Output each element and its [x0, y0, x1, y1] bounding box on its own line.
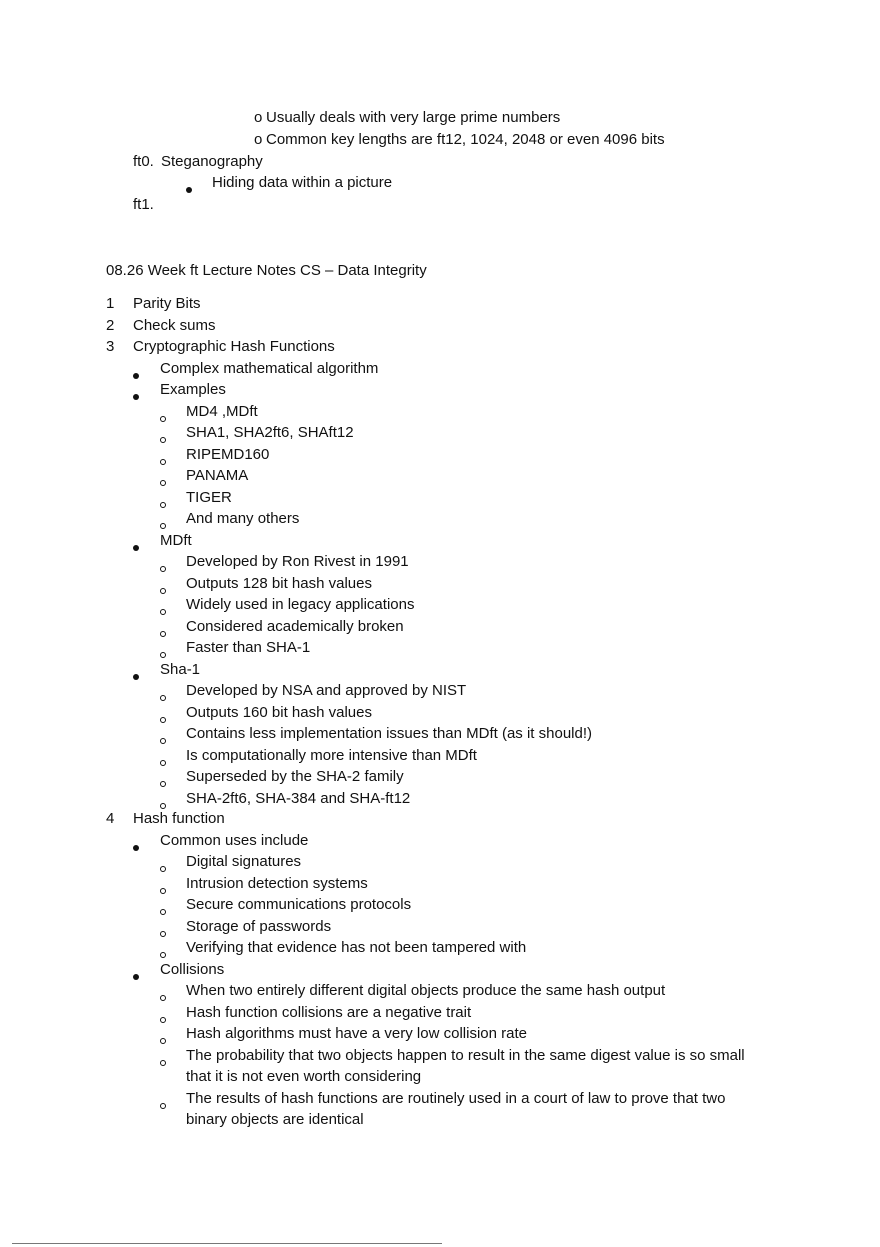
circle-bullet-icon: [160, 988, 166, 1006]
list-item: Widely used in legacy applications: [186, 596, 415, 613]
list-item: Hiding data within a picture: [212, 174, 393, 191]
list-item: Common uses include: [160, 832, 309, 849]
list-item: RIPEMD160: [186, 446, 270, 463]
list-number: ft0.: [133, 153, 154, 170]
circle-bullet-icon: [160, 731, 166, 749]
circle-bullet-icon: [160, 409, 166, 427]
circle-bullet-icon: [160, 774, 166, 792]
bullet-icon: [186, 180, 192, 198]
list-number: ft1.: [133, 196, 154, 213]
footer-divider: [12, 1243, 442, 1244]
list-item: Developed by Ron Rivest in 1991: [186, 553, 409, 570]
list-item: Sha-1: [160, 661, 201, 678]
circle-bullet-icon: [160, 753, 166, 771]
circle-bullet-icon: [160, 1096, 166, 1114]
list-item: MDft: [160, 532, 192, 549]
circle-bullet-icon: [160, 495, 166, 513]
section-number: 4: [106, 810, 115, 827]
list-item-continuation: binary objects are identical: [186, 1111, 364, 1128]
list-item: Usually deals with very large prime numbers: [266, 109, 561, 126]
circle-bullet-icon: [160, 1010, 166, 1028]
page-heading: 08.26 Week ft Lecture Notes CS – Data Integrity: [106, 262, 427, 279]
list-item: Digital signatures: [186, 853, 302, 870]
list-item: When two entirely different digital objects produce the same hash output: [186, 982, 666, 999]
list-item: And many others: [186, 510, 300, 527]
section-number: 2: [106, 317, 115, 334]
list-item: The results of hash functions are routinely used in a court of law to prove that two: [186, 1090, 726, 1107]
bullet-icon: [133, 967, 139, 985]
list-item: Steganography: [161, 153, 263, 170]
circle-bullet-icon: [160, 452, 166, 470]
section-number: 1: [106, 295, 115, 312]
circle-bullet-icon: [160, 559, 166, 577]
section-number: 3: [106, 338, 115, 355]
bullet-icon: [133, 538, 139, 556]
list-item: Considered academically broken: [186, 618, 404, 635]
bullet-icon: [133, 387, 139, 405]
list-item: Examples: [160, 381, 226, 398]
list-item: PANAMA: [186, 467, 249, 484]
sub-marker: o: [254, 131, 263, 148]
list-item: SHA1, SHA2ft6, SHAft12: [186, 424, 354, 441]
list-item: Intrusion detection systems: [186, 875, 368, 892]
section-title: Check sums: [133, 317, 216, 334]
list-item: Outputs 128 bit hash values: [186, 575, 372, 592]
list-item: TIGER: [186, 489, 232, 506]
list-item: Outputs 160 bit hash values: [186, 704, 372, 721]
circle-bullet-icon: [160, 624, 166, 642]
circle-bullet-icon: [160, 430, 166, 448]
list-item: Complex mathematical algorithm: [160, 360, 379, 377]
section-title: Parity Bits: [133, 295, 201, 312]
list-item: Common key lengths are ft12, 1024, 2048 or even 4096 bits: [266, 131, 665, 148]
list-item: Superseded by the SHA-2 family: [186, 768, 404, 785]
list-item: Storage of passwords: [186, 918, 332, 935]
list-item: Hash function collisions are a negative trait: [186, 1004, 472, 1021]
circle-bullet-icon: [160, 688, 166, 706]
section-title: Cryptographic Hash Functions: [133, 338, 335, 355]
list-item: Hash algorithms must have a very low collision rate: [186, 1025, 527, 1042]
list-item: SHA-2ft6, SHA-384 and SHA-ft12: [186, 790, 411, 807]
circle-bullet-icon: [160, 581, 166, 599]
list-item: MD4 ,MDft: [186, 403, 258, 420]
circle-bullet-icon: [160, 924, 166, 942]
list-item: Developed by NSA and approved by NIST: [186, 682, 467, 699]
section-title: Hash function: [133, 810, 225, 827]
bullet-icon: [133, 366, 139, 384]
circle-bullet-icon: [160, 859, 166, 877]
circle-bullet-icon: [160, 881, 166, 899]
list-item: Verifying that evidence has not been tampered with: [186, 939, 527, 956]
list-item-continuation: that it is not even worth considering: [186, 1068, 422, 1085]
circle-bullet-icon: [160, 1053, 166, 1071]
circle-bullet-icon: [160, 1031, 166, 1049]
list-item: Faster than SHA-1: [186, 639, 311, 656]
circle-bullet-icon: [160, 602, 166, 620]
list-item: Is computationally more intensive than MDft: [186, 747, 477, 764]
bullet-icon: [133, 838, 139, 856]
circle-bullet-icon: [160, 473, 166, 491]
sub-marker: o: [254, 109, 263, 126]
list-item: The probability that two objects happen to result in the same digest value is so small: [186, 1047, 745, 1064]
bullet-icon: [133, 667, 139, 685]
list-item: Collisions: [160, 961, 225, 978]
list-item: Contains less implementation issues than MDft (as it should!): [186, 725, 593, 742]
circle-bullet-icon: [160, 710, 166, 728]
circle-bullet-icon: [160, 902, 166, 920]
list-item: Secure communications protocols: [186, 896, 412, 913]
